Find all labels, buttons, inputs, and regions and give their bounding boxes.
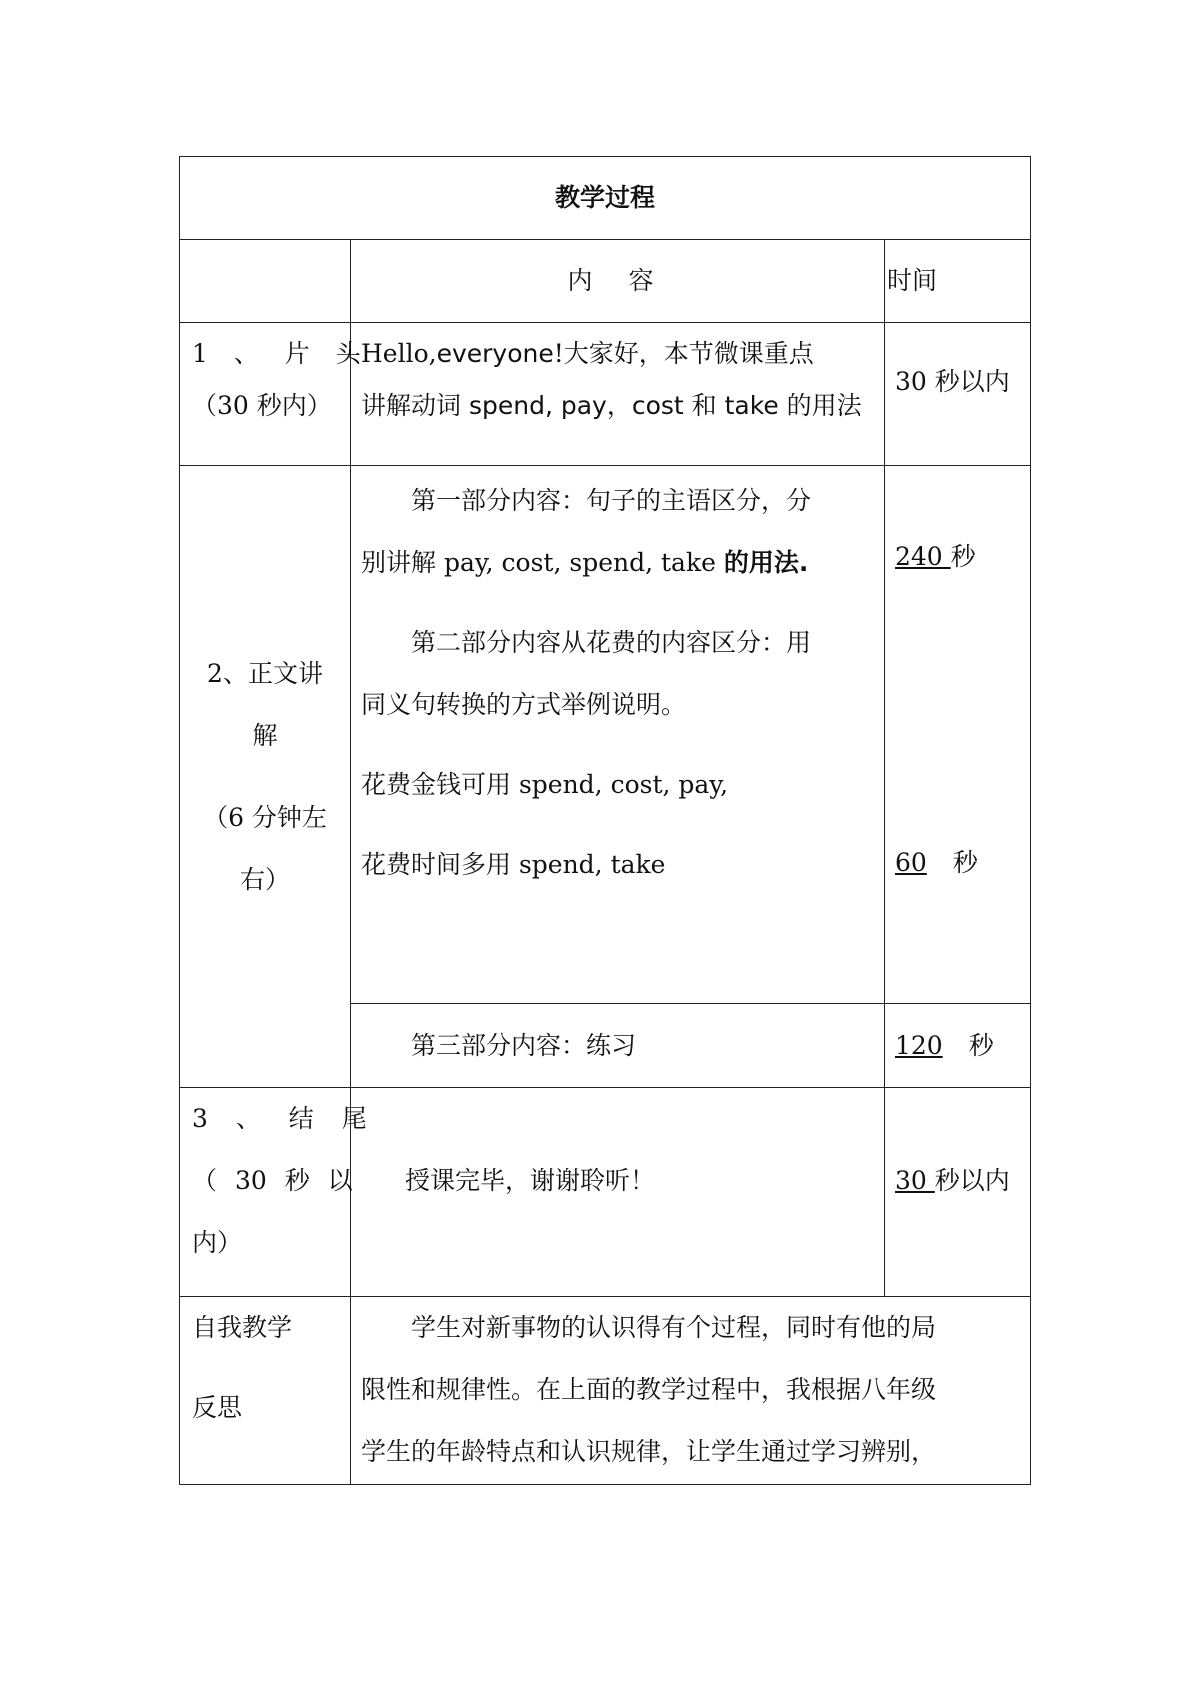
row1-time (885, 323, 1031, 466)
reflection-label-line2: 反思 (192, 1393, 243, 1422)
row4-label (180, 1297, 351, 1485)
row3-label-line2: （ 30 秒 以 (192, 1166, 353, 1195)
row1-label (180, 323, 361, 466)
row1-label-line1: 1 、 片 头 (192, 339, 361, 368)
row3-content (351, 1088, 885, 1297)
part3-time-unit: 秒 (968, 1030, 994, 1060)
usage-text: 的用法 (778, 391, 862, 420)
row2b-content (351, 1004, 885, 1088)
verb-cost: cost (631, 391, 684, 420)
reflection-line2: 限性和规律性。在上面的教学过程中，我根据八年级 (361, 1375, 937, 1404)
money-usage: 花费金钱可用 spend, cost, pay, (361, 770, 729, 799)
row2b-time (885, 1004, 1031, 1088)
part1-usage: 的用法. (723, 548, 809, 577)
row3-label-line1: 3 、 结 尾 (192, 1104, 367, 1133)
explain-text: 讲解动词 (361, 391, 469, 420)
row2-content (351, 466, 885, 1004)
row2-label-line2: 解 (252, 720, 278, 750)
row1-content (351, 323, 885, 466)
part2-line2: 同义句转换的方式举例说明。 (361, 690, 687, 719)
row1-content-line2 (361, 391, 878, 421)
table-title: 教学过程 (180, 157, 1031, 240)
reflection-line3: 学生的年龄特点和认识规律，让学生通过学习辨别， (361, 1437, 937, 1466)
reflection-line1: 学生对新事物的认识得有个过程，同时有他的局 (411, 1313, 937, 1342)
row2-label-line1: 2、正文讲 (207, 658, 323, 688)
reflection-content (351, 1297, 1031, 1485)
part1-time-unit: 秒 (950, 542, 976, 571)
row2-label (180, 466, 351, 1088)
closing-text: 授课完毕，谢谢聆听！ (405, 1166, 656, 1195)
part2-time (895, 848, 1030, 878)
row3-time (885, 1088, 1031, 1297)
part1-time-value: 240 (895, 542, 951, 571)
row1-label-line2: （30 秒内） (192, 391, 332, 420)
part2-time-value: 60 (895, 848, 927, 877)
header-empty-cell (180, 240, 351, 323)
part1-time (895, 542, 1030, 572)
part1-line1: 第一部分内容：句子的主语区分，分 (411, 486, 812, 515)
closing-time-unit: 秒以内 (934, 1166, 1010, 1195)
row2-label-line3: （6 分钟左 (203, 802, 327, 832)
part3-time-value: 120 (895, 1030, 943, 1060)
header-time: 时间 (885, 240, 1031, 323)
part2-time-unit: 秒 (952, 848, 978, 877)
and-text: 和 (683, 391, 725, 420)
greeting-text: !大家好，本节微课重点 (553, 339, 814, 368)
row2-time (885, 466, 1031, 1004)
verb-take: take (724, 391, 779, 420)
closing-time (895, 1166, 1030, 1196)
header-content: 内 容 (351, 240, 885, 323)
row1-content-line1 (361, 339, 878, 369)
part3-text: 第三部分内容：练习 (411, 1030, 637, 1060)
part3-time (895, 1031, 1030, 1061)
row2-label-line4: 右） (239, 864, 290, 894)
row1-time-text: 30 秒以内 (895, 367, 1010, 396)
closing-time-value: 30 (895, 1166, 935, 1195)
row3-label (180, 1088, 367, 1297)
time-usage: 花费时间多用 spend, take (361, 850, 666, 879)
verbs-a: spend, pay (468, 391, 607, 420)
teaching-process-table (179, 156, 1031, 1485)
part1-line2 (361, 548, 878, 578)
everyone-text: everyone (436, 339, 554, 368)
part2-line1: 第二部分内容从花费的内容区分：用 (411, 628, 812, 657)
comma: ， (606, 391, 632, 420)
hello-text: Hello, (361, 339, 437, 368)
part1-verbs: 别讲解 pay, cost, spend, take (361, 548, 724, 577)
reflection-label-line1: 自我教学 (192, 1313, 293, 1342)
row3-label-line3: 内） (192, 1228, 243, 1257)
